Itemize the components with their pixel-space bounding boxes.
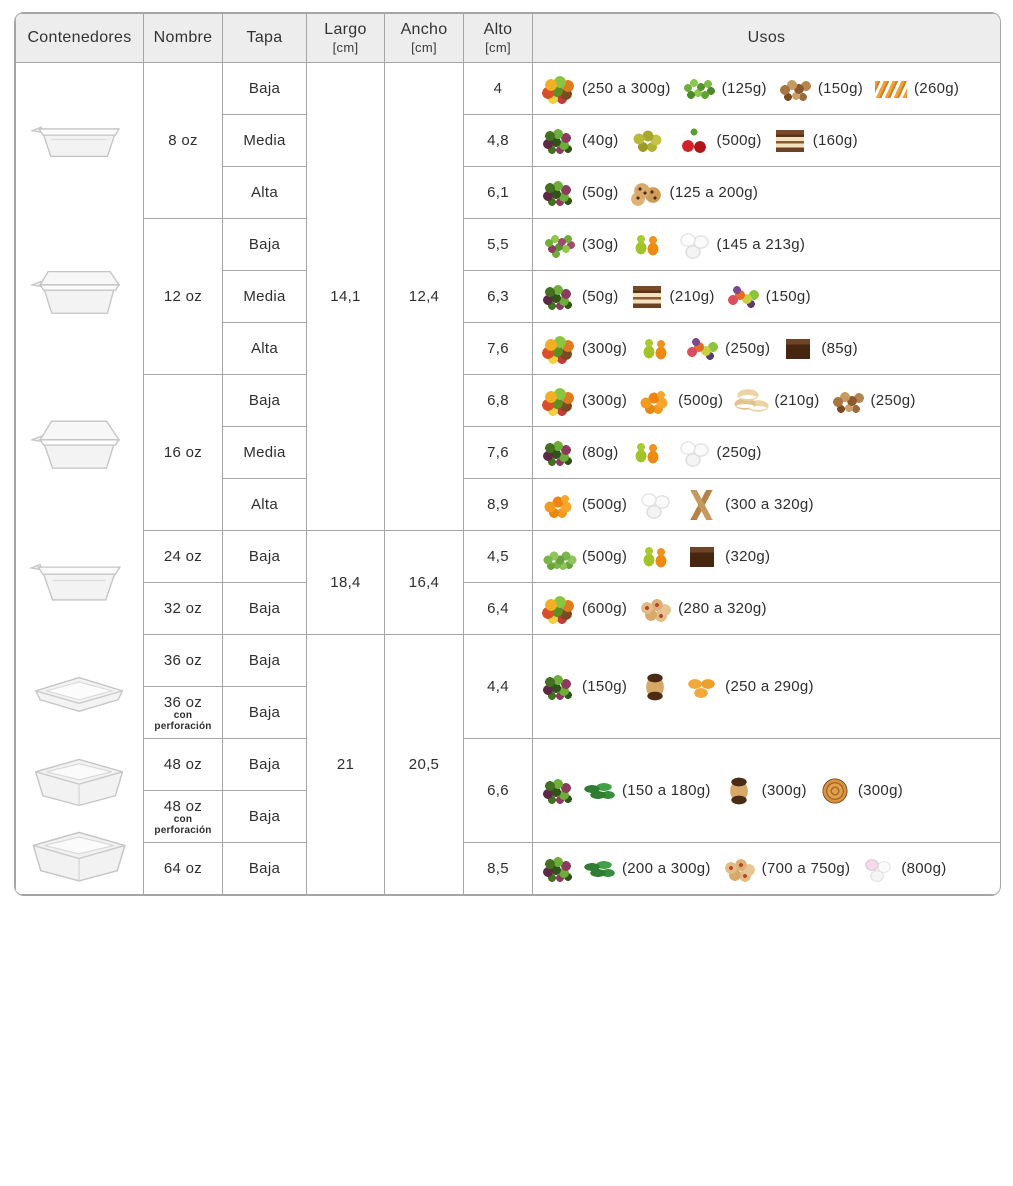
salad-mix-icon xyxy=(540,672,578,702)
use-weight: (125g) xyxy=(721,80,767,97)
use-item xyxy=(675,126,762,156)
marshmallows-icon xyxy=(636,490,674,520)
use-weight: (250g) xyxy=(725,340,771,357)
salad-mix-icon xyxy=(540,854,578,884)
salad-mix-icon xyxy=(540,438,578,468)
largo-cell: 14,1 xyxy=(307,63,385,531)
usos-cell xyxy=(533,63,1001,115)
use-weight: (300g) xyxy=(582,340,628,357)
use-weight: (80g) xyxy=(582,444,619,461)
use-item xyxy=(683,672,814,702)
use-weight: (500g) xyxy=(582,496,628,513)
tiramisu-icon xyxy=(771,126,809,156)
use-item xyxy=(779,334,858,364)
use-item xyxy=(540,230,619,260)
use-weight: (250g) xyxy=(870,392,916,409)
perforation-note: con perforación xyxy=(154,709,212,732)
use-item xyxy=(675,438,762,468)
use-item xyxy=(829,386,916,416)
use-weight: (160g) xyxy=(812,132,858,149)
use-item xyxy=(683,334,770,364)
ancho-cell: 20,5 xyxy=(385,635,464,895)
gummy-bears-icon xyxy=(636,334,674,364)
use-item xyxy=(732,386,819,416)
tapa-cell: Media xyxy=(223,115,307,167)
usos-cell xyxy=(533,479,1001,531)
container-spec-table xyxy=(14,12,1001,896)
use-item xyxy=(540,776,578,806)
nombre-cell: 48 oz xyxy=(144,739,223,791)
use-weight: (300g) xyxy=(761,782,807,799)
salad-mix-icon xyxy=(540,776,578,806)
marshmallows-icon xyxy=(675,230,713,260)
container-8oz-icon xyxy=(24,105,136,167)
mixed-nuts-icon xyxy=(776,74,814,104)
alto-cell: 8,5 xyxy=(464,843,533,895)
col-header-ancho: Ancho [cm] xyxy=(385,14,464,63)
alto-cell: 4,8 xyxy=(464,115,533,167)
spinach-leaves-icon xyxy=(580,854,618,884)
use-item xyxy=(720,854,851,884)
alto-cell: 6,6 xyxy=(464,739,533,843)
usos-cell xyxy=(533,219,1001,271)
container-48oz-icon xyxy=(24,747,136,809)
largo-cell: 18,4 xyxy=(307,531,385,635)
tapa-cell: Baja xyxy=(223,739,307,791)
use-item xyxy=(540,438,619,468)
gummy-bears-icon xyxy=(636,542,674,572)
use-weight: (85g) xyxy=(821,340,858,357)
use-item xyxy=(628,126,666,156)
col-header-tapa: Tapa xyxy=(223,14,307,63)
orange-cookies-icon xyxy=(683,672,721,702)
gummy-bears-icon xyxy=(628,230,666,260)
use-weight: (800g) xyxy=(901,860,947,877)
col-header-largo: Largo [cm] xyxy=(307,14,385,63)
use-item xyxy=(628,230,666,260)
use-weight: (700 a 750g) xyxy=(761,860,851,877)
use-weight: (250g) xyxy=(716,444,762,461)
use-weight: (320g) xyxy=(725,548,771,565)
use-item xyxy=(580,776,711,806)
use-item xyxy=(540,126,619,156)
alfajores-icon xyxy=(732,386,770,416)
use-weight: (200 a 300g) xyxy=(622,860,711,877)
use-weight: (30g) xyxy=(582,236,619,253)
use-weight: (300g) xyxy=(582,392,628,409)
ancho-cell: 12,4 xyxy=(385,63,464,531)
nombre-cell: 36 oz xyxy=(144,635,223,687)
alto-cell: 6,3 xyxy=(464,271,533,323)
tiramisu-icon xyxy=(628,282,666,312)
use-item xyxy=(628,282,715,312)
kumquats-icon xyxy=(636,386,674,416)
use-weight: (150g) xyxy=(817,80,864,97)
fruit-salad-icon xyxy=(540,334,578,364)
use-item xyxy=(816,776,903,806)
use-weight: (600g) xyxy=(582,600,628,617)
nombre-cell: 36 oz con perforación xyxy=(144,687,223,739)
containers-image-cell xyxy=(16,63,144,895)
alto-cell: 8,9 xyxy=(464,479,533,531)
table-row xyxy=(16,531,1001,583)
marzipan-fruits-icon xyxy=(683,334,721,364)
perforation-note: con perforación xyxy=(154,813,212,836)
usos-cell xyxy=(533,635,1001,739)
tapa-cell: Baja xyxy=(223,843,307,895)
use-weight: (50g) xyxy=(582,288,619,305)
choc-chip-cookies-icon xyxy=(628,178,666,208)
spec-table xyxy=(15,13,1001,895)
use-weight: (250 a 290g) xyxy=(725,678,814,695)
salad-mix-icon xyxy=(540,126,578,156)
olives-icon xyxy=(628,126,666,156)
tapa-cell: Baja xyxy=(223,791,307,843)
use-item xyxy=(540,178,619,208)
use-weight: (500g) xyxy=(582,548,628,565)
table-row xyxy=(16,739,1001,791)
nombre-cell: 32 oz xyxy=(144,583,223,635)
use-weight: (250 a 300g) xyxy=(582,80,671,97)
alto-cell: 4,4 xyxy=(464,635,533,739)
col-header-nombre: Nombre xyxy=(144,14,223,63)
table-row xyxy=(16,63,1001,115)
use-item xyxy=(540,282,619,312)
usos-cell xyxy=(533,271,1001,323)
nombre-cell: 16 oz xyxy=(144,375,223,531)
usos-cell xyxy=(533,323,1001,375)
use-item xyxy=(636,386,723,416)
table-row xyxy=(16,219,1001,271)
fruit-salad-icon xyxy=(540,594,578,624)
use-item xyxy=(675,230,806,260)
use-weight: (210g) xyxy=(669,288,715,305)
use-item xyxy=(724,282,811,312)
jam-pastries-icon xyxy=(636,594,674,624)
largo-cell: 21 xyxy=(307,635,385,895)
brownie-icon xyxy=(683,542,721,572)
ancho-cell: 16,4 xyxy=(385,531,464,635)
use-weight: (300g) xyxy=(857,782,904,799)
use-weight: (500g) xyxy=(678,392,724,409)
marshmallows-icon xyxy=(675,438,713,468)
cherries-icon xyxy=(675,126,713,156)
use-weight: (210g) xyxy=(774,392,820,409)
use-weight: (40g) xyxy=(582,132,619,149)
microgreens-icon xyxy=(540,230,578,260)
table-row xyxy=(16,583,1001,635)
use-item xyxy=(859,854,946,884)
usos-cell xyxy=(533,531,1001,583)
use-weight: (500g) xyxy=(716,132,762,149)
green-peas-icon xyxy=(540,542,578,572)
tapa-cell: Media xyxy=(223,427,307,479)
use-item xyxy=(872,74,959,104)
use-weight: (125 a 200g) xyxy=(669,184,759,201)
tapa-cell: Baja xyxy=(223,63,307,115)
salad-mix-icon xyxy=(540,282,578,312)
tapa-cell: Alta xyxy=(223,479,307,531)
table-row xyxy=(16,843,1001,895)
use-item xyxy=(636,542,674,572)
use-item xyxy=(776,74,863,104)
marzipan-fruits-icon xyxy=(724,282,762,312)
header-row xyxy=(16,14,1001,63)
choc-dipped-palmier-icon xyxy=(720,776,758,806)
use-item xyxy=(540,854,578,884)
kumquats-icon xyxy=(540,490,578,520)
nombre-cell: 64 oz xyxy=(144,843,223,895)
col-header-alto: Alto [cm] xyxy=(464,14,533,63)
use-weight: (260g) xyxy=(914,80,960,97)
use-weight: (145 a 213g) xyxy=(716,236,806,253)
churros-icon xyxy=(872,74,910,104)
tapa-cell: Baja xyxy=(223,583,307,635)
tapa-cell: Baja xyxy=(223,219,307,271)
alto-cell: 6,8 xyxy=(464,375,533,427)
use-item xyxy=(636,490,674,520)
nombre-cell: 48 oz con perforación xyxy=(144,791,223,843)
tapa-cell: Baja xyxy=(223,635,307,687)
usos-cell xyxy=(533,427,1001,479)
usos-cell xyxy=(533,375,1001,427)
use-item xyxy=(540,334,627,364)
tapa-cell: Media xyxy=(223,271,307,323)
use-item xyxy=(628,438,666,468)
use-item xyxy=(540,594,627,624)
tapa-cell: Alta xyxy=(223,323,307,375)
use-item xyxy=(636,594,767,624)
wafer-sticks-icon xyxy=(683,490,721,520)
use-item xyxy=(720,776,807,806)
container-24-32oz-icon xyxy=(24,545,136,607)
table-row xyxy=(16,635,1001,687)
nombre-cell: 24 oz xyxy=(144,531,223,583)
tapa-cell: Alta xyxy=(223,167,307,219)
usos-cell xyxy=(533,739,1001,843)
use-item xyxy=(680,74,767,104)
alto-cell: 7,6 xyxy=(464,323,533,375)
mixed-nuts-icon xyxy=(829,386,867,416)
use-item xyxy=(540,672,627,702)
gummy-bears-icon xyxy=(628,438,666,468)
tapa-cell: Baja xyxy=(223,375,307,427)
container-64oz-icon xyxy=(24,817,136,887)
brownie-icon xyxy=(779,334,817,364)
salad-mix-icon xyxy=(540,178,578,208)
container-36oz-icon xyxy=(24,659,136,721)
container-12oz-icon xyxy=(24,261,136,323)
use-item xyxy=(636,334,674,364)
use-item xyxy=(580,854,711,884)
alto-cell: 6,1 xyxy=(464,167,533,219)
use-weight: (150g) xyxy=(765,288,811,305)
col-header-usos: Usos xyxy=(533,14,1001,63)
alto-unit: [cm] xyxy=(485,40,511,55)
nombre-cell: 12 oz xyxy=(144,219,223,375)
container-16oz-icon xyxy=(24,415,136,477)
usos-cell xyxy=(533,583,1001,635)
use-weight: (280 a 320g) xyxy=(678,600,767,617)
usos-cell xyxy=(533,843,1001,895)
largo-unit: [cm] xyxy=(332,40,359,55)
alto-cell: 6,4 xyxy=(464,583,533,635)
cinnamon-roll-icon xyxy=(816,776,854,806)
use-item xyxy=(540,74,671,104)
use-weight: (50g) xyxy=(582,184,619,201)
meringues-icon xyxy=(859,854,897,884)
use-item xyxy=(683,542,770,572)
use-item xyxy=(771,126,858,156)
use-item xyxy=(540,542,627,572)
chopped-herbs-icon xyxy=(680,74,718,104)
use-item xyxy=(540,490,627,520)
nombre-cell: 8 oz xyxy=(144,63,223,219)
choc-dipped-palmier-icon xyxy=(636,672,674,702)
jam-pastries-icon xyxy=(720,854,758,884)
usos-cell xyxy=(533,167,1001,219)
fruit-salad-icon xyxy=(540,74,578,104)
ancho-unit: [cm] xyxy=(411,40,437,55)
use-item xyxy=(628,178,759,208)
alto-cell: 4,5 xyxy=(464,531,533,583)
spinach-leaves-icon xyxy=(580,776,618,806)
use-item xyxy=(636,672,674,702)
use-weight: (150g) xyxy=(582,678,628,695)
alto-cell: 7,6 xyxy=(464,427,533,479)
alto-cell: 5,5 xyxy=(464,219,533,271)
use-weight: (150 a 180g) xyxy=(622,782,711,799)
use-weight: (300 a 320g) xyxy=(725,496,814,513)
tapa-cell: Baja xyxy=(223,531,307,583)
table-row xyxy=(16,375,1001,427)
usos-cell xyxy=(533,115,1001,167)
col-header-contenedores: Contenedores xyxy=(16,14,144,63)
use-item xyxy=(540,386,627,416)
fruit-salad-icon xyxy=(540,386,578,416)
alto-cell: 4 xyxy=(464,63,533,115)
use-item xyxy=(683,490,814,520)
tapa-cell: Baja xyxy=(223,687,307,739)
